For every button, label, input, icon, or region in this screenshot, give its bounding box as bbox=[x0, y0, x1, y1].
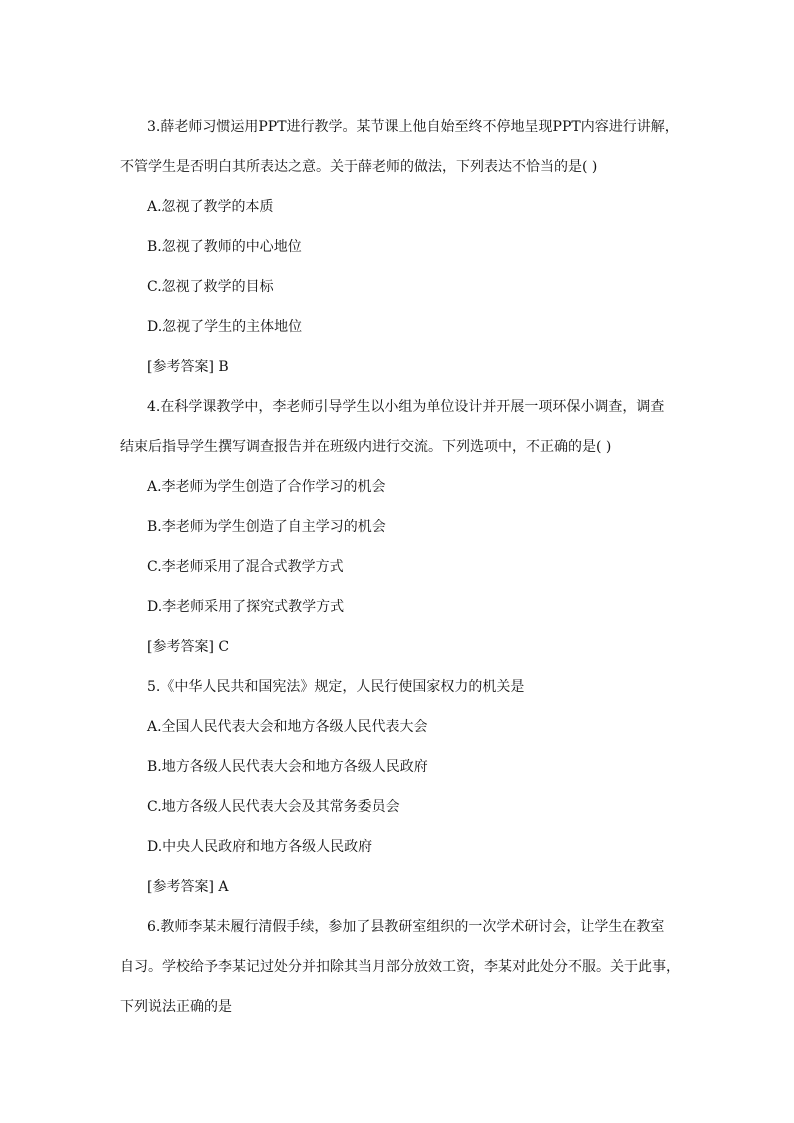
question-3-option-b: B.忽视了教师的中心地位 bbox=[147, 239, 302, 255]
question-4-answer: [参考答案] C bbox=[147, 639, 230, 655]
question-3-option-c: C.忽视了救学的目标 bbox=[147, 279, 274, 295]
question-3-option-a: A.忽视了教学的本质 bbox=[147, 199, 274, 215]
question-4-line-2: 结束后指导学生撰写调查报告并在班级内进行交流。下列选项中，不正确的是( ) bbox=[120, 439, 612, 455]
question-5-option-d: D.中央人民政府和地方各级人民政府 bbox=[147, 839, 373, 855]
question-5-option-b: B.地方各级人民代表大会和地方各级人民政府 bbox=[147, 759, 428, 775]
question-5-option-a: A.全国人民代表大会和地方各级人民代表大会 bbox=[147, 719, 428, 735]
question-4-option-d: D.李老师采用了探究式教学方式 bbox=[147, 599, 345, 615]
question-4-option-c: C.李老师采用了混合式教学方式 bbox=[147, 559, 344, 575]
question-4-option-b: B.李老师为学生创造了自主学习的机会 bbox=[147, 519, 386, 535]
question-4-option-a: A.李老师为学生创造了合作学习的机会 bbox=[147, 479, 386, 495]
question-3-answer: [参考答案] B bbox=[147, 359, 229, 375]
question-3-option-d: D.忽视了学生的主体地位 bbox=[147, 319, 303, 335]
question-3-line-2: 不管学生是否明白其所表达之意。关于薛老师的做法，下列表达不恰当的是( ) bbox=[120, 159, 598, 175]
question-4-line-1: 4.在科学课教学中，李老师引导学生以小组为单位设计并开展一项环保小调查，调查 bbox=[147, 399, 665, 415]
question-5-answer: [参考答案] A bbox=[147, 879, 229, 895]
question-6-line-1: 6.教师李某未履行清假手续，参加了县教研室组织的一次学术研讨会，让学生在教室 bbox=[147, 919, 665, 935]
question-3-line-1: 3.薛老师习惯运用PPT进行教学。某节课上他自始至终不停地呈现PPT内容进行讲解， bbox=[147, 119, 679, 135]
question-6-line-3: 下列说法正确的是 bbox=[120, 999, 232, 1015]
question-6-line-2: 自习。学校给予李某记过处分并扣除其当月部分放效工资，李某对此处分不服。关于此事， bbox=[120, 959, 680, 975]
question-5-line-1: 5.《中华人民共和国宪法》规定，人民行使国家权力的机关是 bbox=[147, 679, 525, 695]
question-5-option-c: C.地方各级人民代表大会及其常务委员会 bbox=[147, 799, 400, 815]
